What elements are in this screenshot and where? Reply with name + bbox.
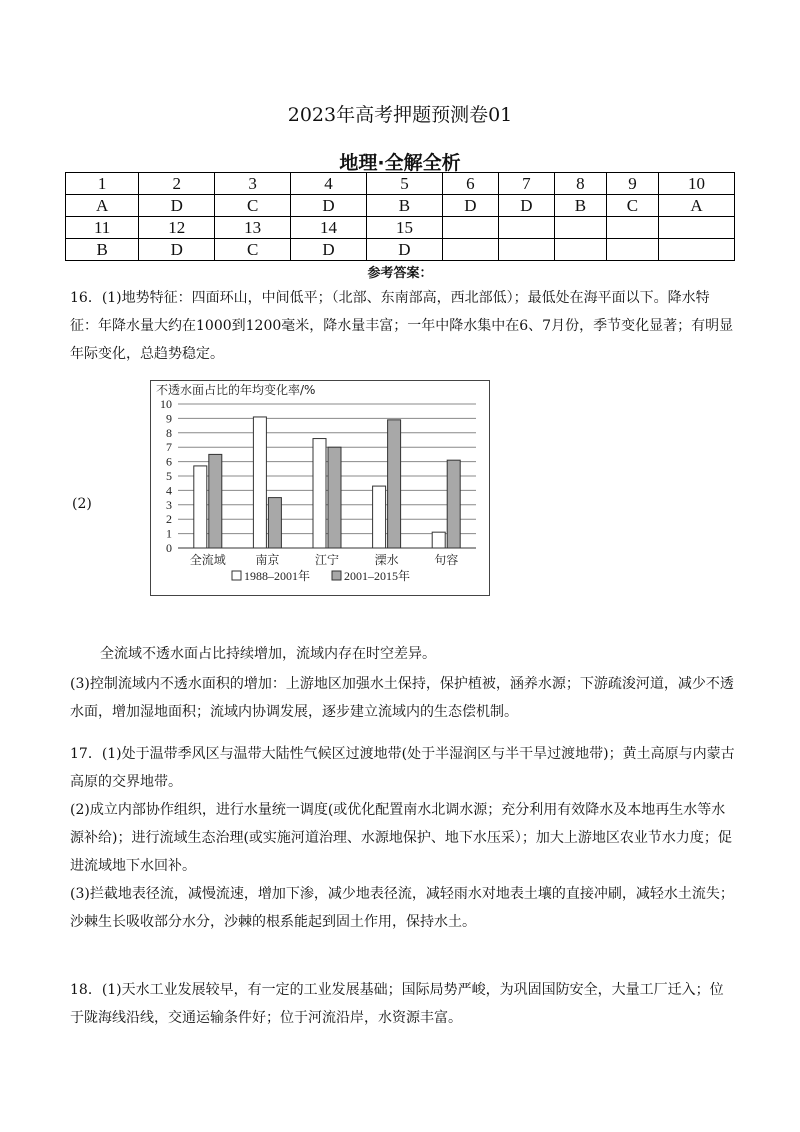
chart-bar — [209, 454, 222, 548]
chart-legend-label: 1988–2001年 — [244, 569, 311, 583]
answer-table-cell: B — [366, 195, 442, 217]
answer-table-cell: 1 — [66, 173, 139, 195]
answer-table-cell: D — [366, 239, 442, 261]
answer-table-row — [66, 239, 735, 261]
answer-table-cell: D — [498, 195, 554, 217]
chart-y-tick-label: 3 — [166, 497, 172, 512]
chart-x-tick-label: 句容 — [434, 553, 459, 567]
chart-legend-swatch — [232, 571, 241, 580]
q17-part1: 17．(1)处于温带季风区与温带大陆性气候区过渡地带(处于半湿润区与半干旱过渡地带)；黄土高原与内蒙古高原的交界地带。 — [70, 746, 735, 790]
answer-table-cell: D — [291, 239, 367, 261]
answer-table-cell: 15 — [366, 217, 442, 239]
chart-title: 不透水面占比的年均变化率/% — [156, 383, 316, 397]
chart-legend-label: 2001–2015年 — [344, 569, 411, 583]
chart-y-tick-label: 7 — [166, 440, 172, 455]
answer-table-cell: C — [215, 195, 291, 217]
q16-part1: 16．(1)地势特征：四面环山，中间低平；（北部、东南部高，西北部低）；最低处在海平面以下。降水特征：年降水量大约在1000到1200毫米，降水量丰富；一年中降水集中在6、7月份，季节变化显著；有明显年际变化，总趋势稳定。 — [70, 290, 734, 362]
chart-y-tick-label: 1 — [166, 526, 172, 541]
chart-y-tick-label: 2 — [166, 512, 172, 527]
chart-x-tick-label: 全流域 — [189, 553, 226, 567]
answer-table-cell — [442, 217, 498, 239]
answer-table-cell: A — [66, 195, 139, 217]
chart-y-tick-label: 9 — [166, 411, 172, 426]
answer-table-cell: 5 — [366, 173, 442, 195]
chart-y-tick-label: 0 — [166, 541, 172, 555]
answer-table-cell: 12 — [139, 217, 215, 239]
answer-table-cell: D — [442, 195, 498, 217]
q16-part2-text: 全流域不透水面占比持续增加，流域内存在时空差异。 — [100, 646, 436, 662]
answer-table-cell — [606, 217, 658, 239]
q17-part3: (3)拦截地表径流，减慢流速，增加下渗，减少地表径流，减轻雨水对地表土壤的直接冲刷，减轻水土流失；沙棘生长吸收部分水分，沙棘的根系能起到固土作用，保持水土。 — [70, 886, 734, 930]
chart-x-tick-label: 溧水 — [374, 553, 399, 567]
answer-table-cell — [658, 239, 734, 261]
chart-y-tick-label: 6 — [166, 454, 172, 469]
answer-table-cell: 10 — [658, 173, 734, 195]
answer-table-cell: C — [215, 239, 291, 261]
answer-table-cell: 2 — [139, 173, 215, 195]
q16-part2-label: (2) — [72, 496, 92, 512]
answer-table-cell — [554, 217, 606, 239]
page-subtitle: 地理·全解全析 — [339, 152, 461, 174]
impervious-surface-chart — [150, 380, 490, 596]
answer-table-row — [66, 173, 735, 195]
answer-table-cell — [498, 239, 554, 261]
chart-bar — [328, 447, 341, 548]
q16-part3: (3)控制流域内不透水面积的增加：上游地区加强水土保持，保护植被，涵养水源；下游疏浚河道，减少不透水面，增加湿地面积；流域内协调发展，逐步建立流域内的生态偿机制。 — [70, 676, 734, 720]
answer-table-cell: 11 — [66, 217, 139, 239]
chart-bar — [194, 466, 207, 548]
answer-table-cell: B — [554, 195, 606, 217]
chart-x-tick-label: 江宁 — [314, 553, 340, 567]
chart-bar — [388, 420, 401, 548]
answer-table-cell: A — [658, 195, 734, 217]
answer-table-cell: 3 — [215, 173, 291, 195]
answer-table-cell: 6 — [442, 173, 498, 195]
chart-bar — [313, 439, 326, 548]
chart-y-tick-label: 4 — [166, 483, 172, 498]
answer-table-cell: D — [139, 195, 215, 217]
chart-x-tick-label: 南京 — [255, 553, 280, 567]
answer-table-cell: D — [291, 195, 367, 217]
answer-table-cell: D — [139, 239, 215, 261]
answer-table-cell — [498, 217, 554, 239]
answer-table-row — [66, 195, 735, 217]
answer-table-cell: 13 — [215, 217, 291, 239]
answer-table-cell: 7 — [498, 173, 554, 195]
answer-table-cell: 14 — [291, 217, 367, 239]
q18-part1: 18．(1)天水工业发展较早，有一定的工业发展基础；国际局势严峻，为巩固国防安全，大量工厂迁入；位于陇海线沿线，交通运输条件好；位于河流沿岸，水资源丰富。 — [70, 982, 724, 1026]
page-title: 2023年高考押题预测卷01 — [287, 104, 513, 126]
answer-table-cell: 9 — [606, 173, 658, 195]
chart-legend-swatch — [332, 571, 341, 580]
chart-bar — [432, 532, 445, 548]
answer-table-cell: 4 — [291, 173, 367, 195]
q17-part2: (2)成立内部协作组织，进行水量统一调度(或优化配置南水北调水源；充分利用有效降水及本地再生水等水源补给)；进行流域生态治理(或实施河道治理、水源地保护、地下水压采）；加大上游地区农业节水力度；促进流域地下水回补。 — [70, 802, 732, 874]
answer-table-cell — [554, 239, 606, 261]
answer-table-cell — [606, 239, 658, 261]
chart-bar — [268, 498, 281, 548]
chart-bar — [253, 417, 266, 548]
chart-y-tick-label: 8 — [166, 425, 172, 440]
answer-table-row — [66, 217, 735, 239]
chart-bar — [373, 486, 386, 548]
chart-bar — [447, 460, 460, 548]
answer-table-cell — [658, 217, 734, 239]
answer-table — [65, 172, 735, 261]
chart-y-tick-label: 5 — [166, 469, 172, 483]
answer-table-cell: C — [606, 195, 658, 217]
answer-table-cell: B — [66, 239, 139, 261]
answer-table-cell: 8 — [554, 173, 606, 195]
chart-y-tick-label: 10 — [160, 397, 172, 411]
reference-answer-label: 参考答案： — [367, 266, 433, 281]
answer-table-cell — [442, 239, 498, 261]
